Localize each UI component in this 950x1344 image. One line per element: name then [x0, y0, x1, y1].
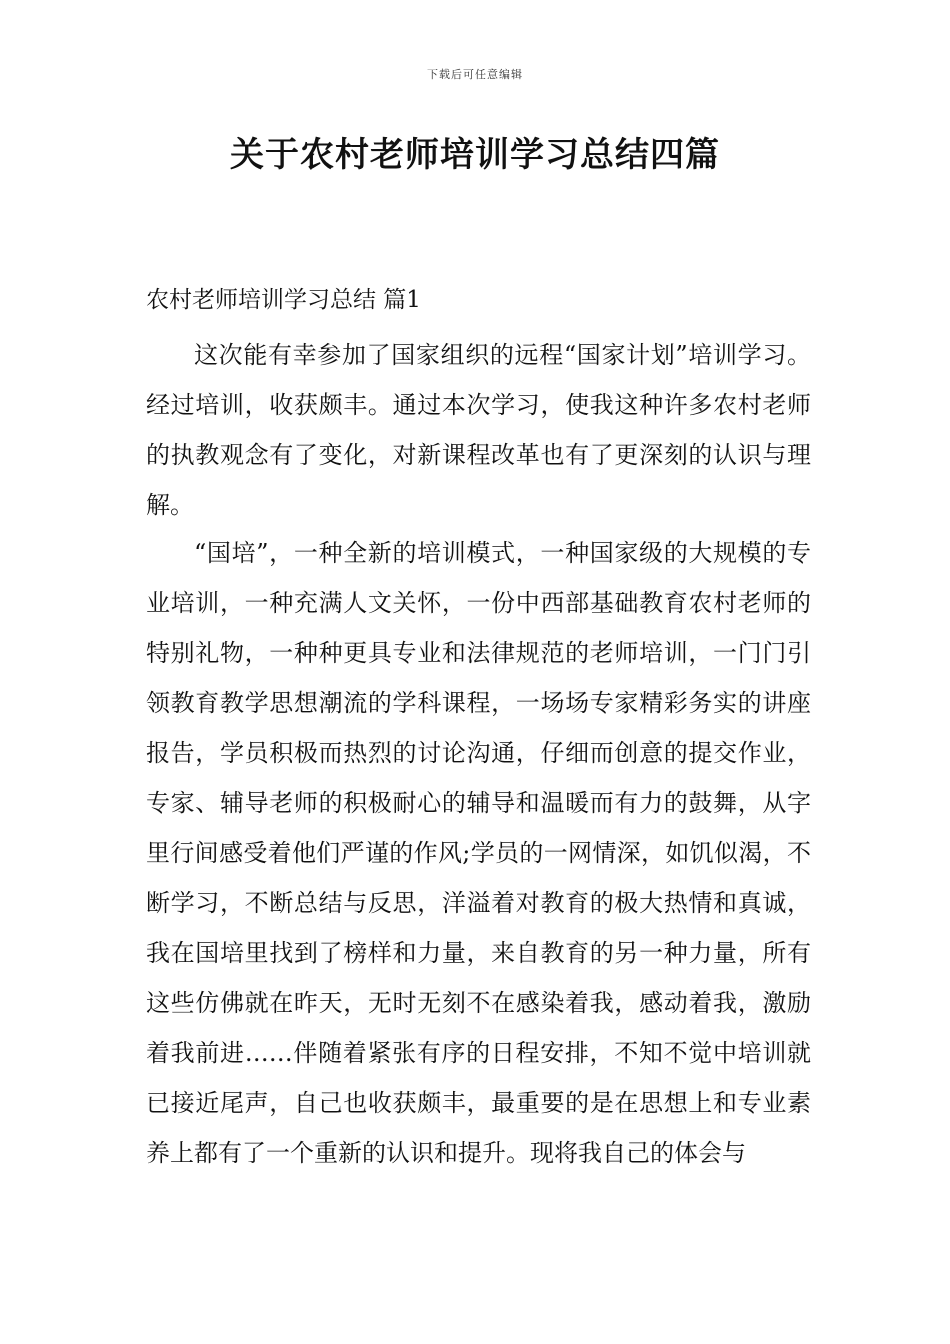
header-note: 下载后可任意编辑: [427, 68, 523, 81]
body-paragraph: “国培”，一种全新的培训模式，一种国家级的大规模的专业培训，一种充满人文关怀，一份中西部基础教育农村老师的特别礼物，一种种更具专业和法律规范的老师培训，一门门引领教育教学思想潮流的学科课程，一场场专家精彩务实的讲座报告，学员积极而热烈的讨论沟通，仔细而创意的提交作业，专家、辅导老师的积极耐心的辅导和温暖而有力的鼓舞，从字里行间感受着他们严谨的作风;学员的一网情深，如饥似渴，不断学习，不断总结与反思，洋溢着对教育的极大热情和真诚，我在国培里找到了榜样和力量，来自教育的另一种力量，所有这些仿佛就在昨天，无时无刻不在感染着我，感动着我，激励着我前进……伴随着紧张有序的日程安排，不知不觉中培训就已接近尾声，自己也收获颇丰，最重要的是在思想上和专业素养上都有了一个重新的认识和提升。现将我自己的体会与: [146, 539, 811, 1167]
document-title: 关于农村老师培训学习总结四篇: [230, 135, 720, 175]
body-paragraph: 这次能有幸参加了国家组织的远程“国家计划”培训学习。经过培训，收获颇丰。通过本次学习，使我这种许多农村老师的执教观念有了变化，对新课程改革也有了更深刻的认识与理解。: [146, 341, 811, 519]
section-heading: 农村老师培训学习总结 篇1: [146, 287, 421, 313]
